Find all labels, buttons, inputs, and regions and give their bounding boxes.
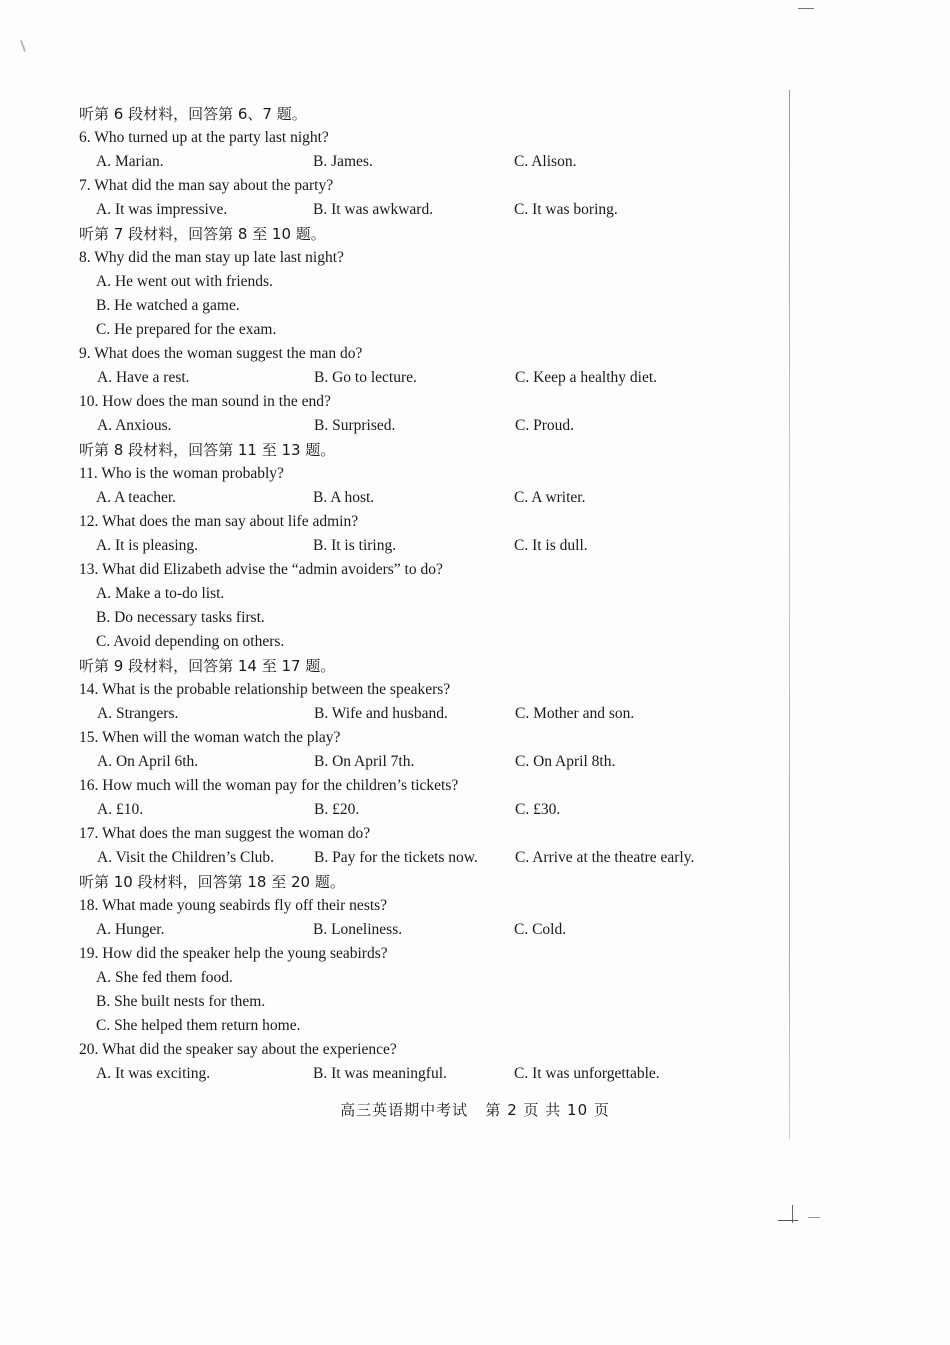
section-heading: 听第 6 段材料，回答第 6、7 题。 — [79, 105, 307, 123]
answer-option: C. It was boring. — [514, 201, 618, 218]
crop-mark — [792, 1205, 793, 1223]
answer-option: C. It is dull. — [514, 537, 588, 554]
question-text: 16. How much will the woman pay for the children’s tickets? — [79, 777, 459, 794]
answer-option: C. Arrive at the theatre early. — [515, 849, 695, 866]
answer-option: A. She fed them food. — [96, 969, 233, 986]
answer-option: B. He watched a game. — [96, 297, 240, 314]
answer-option: C. Avoid depending on others. — [96, 633, 285, 650]
answer-option: A. Marian. — [96, 153, 164, 170]
answer-option: B. Pay for the tickets now. — [314, 849, 478, 866]
question-text: 20. What did the speaker say about the experience? — [79, 1041, 397, 1058]
footer-page-number: 第 2 页 共 10 页 — [485, 1101, 610, 1119]
answer-option: A. A teacher. — [96, 489, 177, 506]
question-text: 19. How did the speaker help the young seabirds? — [79, 945, 388, 962]
answer-option: B. Go to lecture. — [314, 369, 417, 386]
answer-option: B. It was meaningful. — [313, 1065, 447, 1082]
scan-edge-line — [789, 90, 790, 1140]
question-text: 12. What does the man say about life admin? — [79, 513, 359, 530]
question-text: 8. Why did the man stay up late last night? — [79, 249, 344, 266]
answer-option: A. It was impressive. — [96, 201, 228, 218]
answer-option: B. James. — [313, 153, 373, 170]
answer-option: C. Cold. — [514, 921, 567, 938]
answer-option: A. Strangers. — [97, 705, 179, 722]
answer-option: A. It was exciting. — [96, 1065, 211, 1082]
section-heading: 听第 10 段材料，回答第 18 至 20 题。 — [79, 873, 345, 891]
question-text: 17. What does the man suggest the woman do? — [79, 825, 371, 842]
answer-option: C. He prepared for the exam. — [96, 321, 277, 338]
crop-mark — [808, 1217, 820, 1218]
answer-option: B. She built nests for them. — [96, 993, 266, 1010]
question-text: 6. Who turned up at the party last night? — [79, 129, 329, 146]
crop-mark — [778, 1220, 798, 1221]
answer-option: C. Mother and son. — [515, 705, 635, 722]
question-text: 13. What did Elizabeth advise the “admin avoiders” to do? — [79, 561, 443, 578]
answer-option: C. It was unforgettable. — [514, 1065, 660, 1082]
answer-option: C. £30. — [515, 801, 561, 818]
question-text: 11. Who is the woman probably? — [79, 465, 284, 482]
answer-option: A. Have a rest. — [97, 369, 190, 386]
answer-option: C. A writer. — [514, 489, 586, 506]
answer-option: A. Make a to-do list. — [96, 585, 225, 602]
answer-option: B. It is tiring. — [313, 537, 397, 554]
question-text: 15. When will the woman watch the play? — [79, 729, 341, 746]
question-text: 7. What did the man say about the party? — [79, 177, 334, 194]
answer-option: A. Hunger. — [96, 921, 165, 938]
scan-mark — [20, 40, 26, 52]
answer-option: B. Wife and husband. — [314, 705, 448, 722]
question-text: 18. What made young seabirds fly off their nests? — [79, 897, 388, 914]
answer-option: A. £10. — [97, 801, 144, 818]
answer-option: C. Alison. — [514, 153, 577, 170]
answer-option: B. It was awkward. — [313, 201, 434, 218]
answer-option: C. On April 8th. — [515, 753, 616, 770]
answer-option: B. Surprised. — [314, 417, 396, 434]
scan-mark — [798, 8, 814, 9]
question-text: 14. What is the probable relationship between the speakers? — [79, 681, 451, 698]
question-text: 10. How does the man sound in the end? — [79, 393, 331, 410]
question-text: 9. What does the woman suggest the man do? — [79, 345, 363, 362]
answer-option: A. On April 6th. — [97, 753, 199, 770]
answer-option: A. It is pleasing. — [96, 537, 199, 554]
answer-option: B. On April 7th. — [314, 753, 415, 770]
answer-option: B. Do necessary tasks first. — [96, 609, 265, 626]
answer-option: C. She helped them return home. — [96, 1017, 301, 1034]
answer-option: B. £20. — [314, 801, 360, 818]
answer-option: A. Anxious. — [97, 417, 172, 434]
footer-exam-title: 高三英语期中考试 — [340, 1101, 469, 1119]
answer-option: C. Keep a healthy diet. — [515, 369, 658, 386]
answer-option: A. Visit the Children’s Club. — [97, 849, 275, 866]
answer-option: B. Loneliness. — [313, 921, 403, 938]
section-heading: 听第 9 段材料，回答第 14 至 17 题。 — [79, 657, 336, 675]
section-heading: 听第 8 段材料，回答第 11 至 13 题。 — [79, 441, 336, 459]
page-footer — [0, 1099, 950, 1120]
section-heading: 听第 7 段材料，回答第 8 至 10 题。 — [79, 225, 326, 243]
answer-option: A. He went out with friends. — [96, 273, 273, 290]
answer-option: C. Proud. — [515, 417, 574, 434]
answer-option: B. A host. — [313, 489, 375, 506]
